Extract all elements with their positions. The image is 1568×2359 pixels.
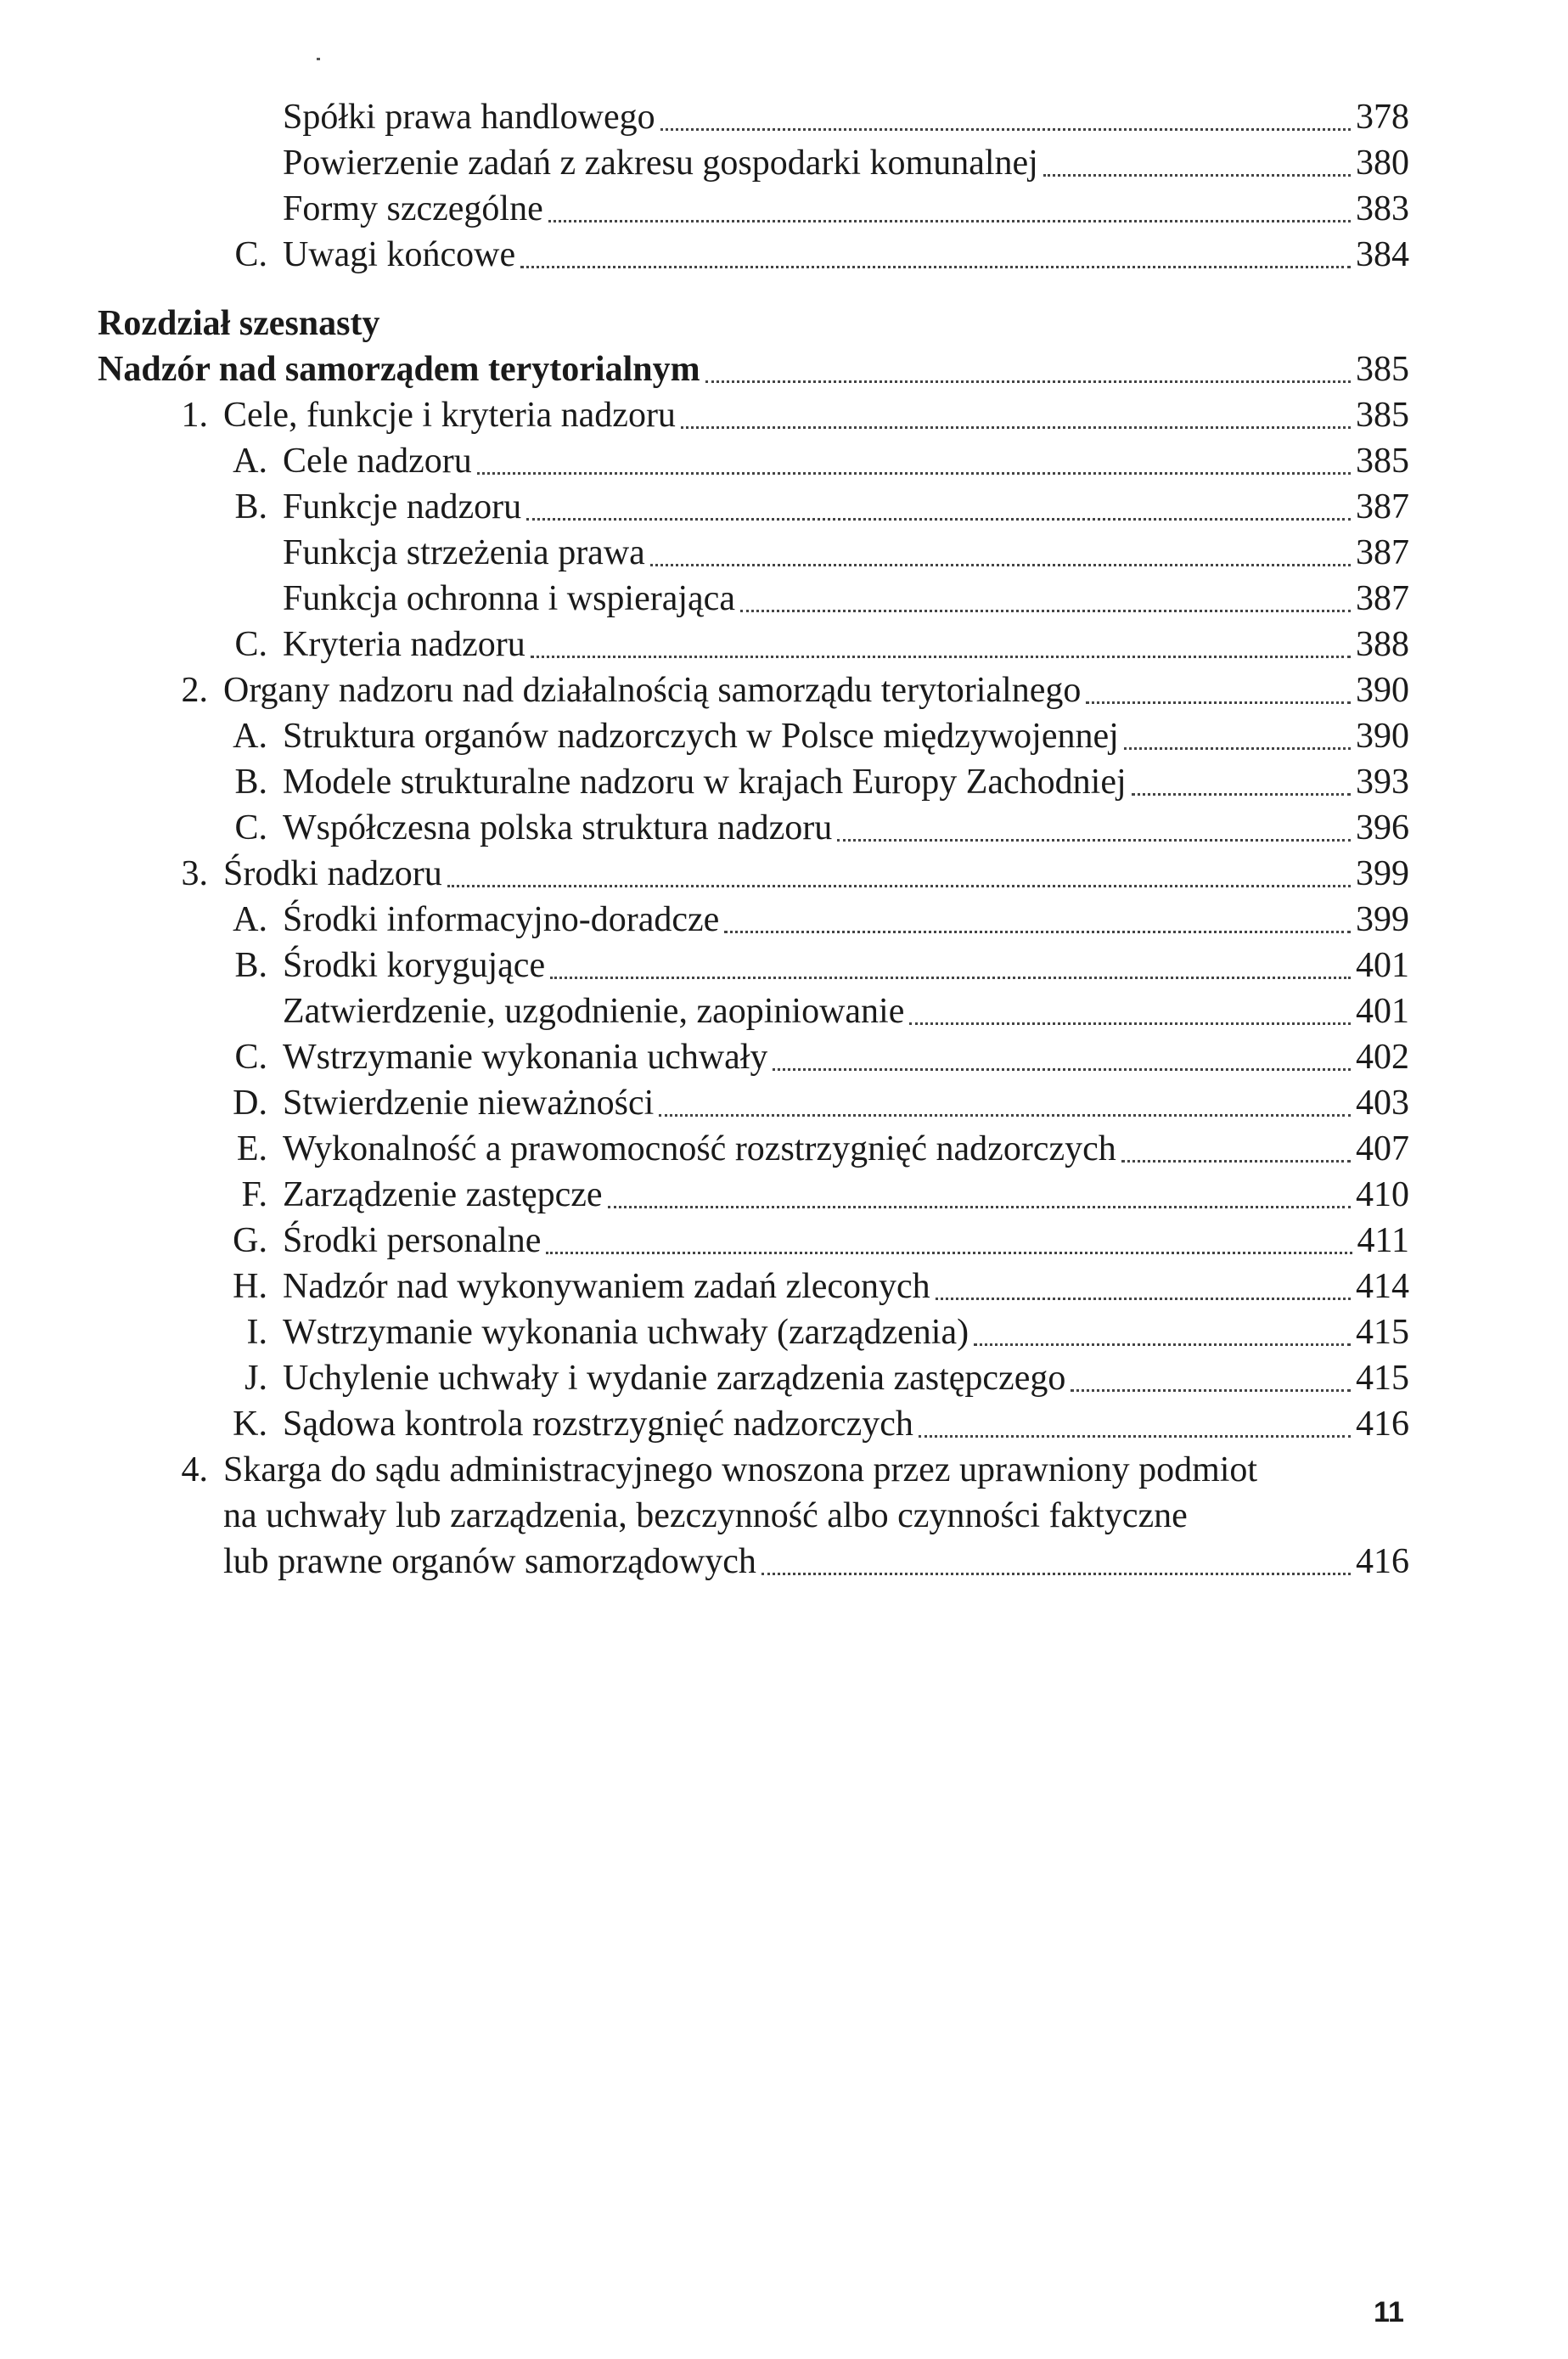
toc-entry bbox=[98, 851, 1409, 897]
entry-title: Wstrzymanie wykonania uchwały bbox=[283, 1038, 768, 1077]
scan-mark bbox=[317, 58, 320, 60]
entry-page: 407 bbox=[1356, 1129, 1409, 1168]
entry-title: Funkcja strzeżenia prawa bbox=[283, 533, 645, 572]
entry-number: G. bbox=[233, 1221, 267, 1260]
leader-dots bbox=[837, 839, 1351, 842]
toc-entry bbox=[98, 484, 1409, 530]
entry-title: Uwagi końcowe bbox=[283, 235, 516, 274]
leader-dots bbox=[477, 472, 1351, 475]
entry-page: 387 bbox=[1356, 533, 1409, 572]
entry-page: 403 bbox=[1356, 1084, 1409, 1123]
chapter-title-entry bbox=[98, 346, 1409, 392]
entry-number: A. bbox=[233, 900, 267, 939]
entry-page: 385 bbox=[1356, 442, 1409, 481]
entry-title: Stwierdzenie nieważności bbox=[283, 1084, 655, 1123]
toc-entry bbox=[98, 140, 1409, 186]
entry-title: Współczesna polska struktura nadzoru bbox=[283, 808, 833, 847]
entry-title: Funkcja ochronna i wspierająca bbox=[283, 579, 735, 618]
entry-title: Środki informacyjno-doradcze bbox=[283, 900, 720, 939]
toc-entry bbox=[98, 988, 1409, 1034]
entry-page: 393 bbox=[1356, 763, 1409, 802]
entry-title: Cele, funkcje i kryteria nadzoru bbox=[223, 396, 676, 435]
toc-entry bbox=[98, 186, 1409, 232]
toc-entry bbox=[98, 1355, 1409, 1401]
leader-dots bbox=[681, 426, 1351, 429]
entry-number: E. bbox=[236, 1129, 267, 1168]
entry-page: 384 bbox=[1356, 235, 1409, 274]
entry-title: Powierzenie zadań z zakresu gospodarki komunalnej bbox=[283, 144, 1038, 183]
toc-entry bbox=[98, 438, 1409, 484]
leader-dots bbox=[660, 128, 1351, 131]
toc-entry bbox=[98, 530, 1409, 576]
entry-title: Nadzór nad wykonywaniem zadań zleconych bbox=[283, 1267, 930, 1306]
toc-entry bbox=[98, 1218, 1409, 1264]
leader-dots bbox=[659, 1114, 1351, 1117]
entry-page: 380 bbox=[1356, 144, 1409, 183]
entry-page: 416 bbox=[1356, 1542, 1409, 1581]
toc-entry bbox=[98, 805, 1409, 851]
chapter-label: Rozdział szesnasty bbox=[98, 304, 380, 343]
entry-number: H. bbox=[233, 1267, 267, 1306]
entry-number: B. bbox=[234, 946, 267, 985]
entry-title: Funkcje nadzoru bbox=[283, 487, 522, 526]
leader-dots bbox=[1071, 1389, 1351, 1392]
entry-title-line2: na uchwały lub zarządzenia, bezczynność albo czynności faktyczne bbox=[223, 1496, 1188, 1535]
leader-dots bbox=[909, 1022, 1351, 1025]
entry-title: Modele strukturalne nadzoru w krajach Europy Zachodniej bbox=[283, 763, 1127, 802]
toc-entry bbox=[98, 392, 1409, 438]
toc-entry bbox=[98, 1034, 1409, 1080]
toc-entry bbox=[98, 1172, 1409, 1218]
entry-page: 385 bbox=[1356, 396, 1409, 435]
leader-dots bbox=[546, 1252, 1352, 1254]
entry-page: 385 bbox=[1356, 350, 1409, 389]
entry-number: 4. bbox=[181, 1450, 208, 1489]
leader-dots bbox=[550, 977, 1351, 979]
leader-dots bbox=[447, 885, 1351, 887]
leader-dots bbox=[548, 220, 1351, 222]
entry-title: Wykonalność a prawomocność rozstrzygnięć nadzorczych bbox=[283, 1129, 1116, 1168]
leader-dots bbox=[1124, 747, 1351, 750]
entry-number: 1. bbox=[181, 396, 208, 435]
entry-number: B. bbox=[234, 763, 267, 802]
entry-number: F. bbox=[241, 1175, 267, 1214]
entry-page: 410 bbox=[1356, 1175, 1409, 1214]
entry-page: 399 bbox=[1356, 854, 1409, 893]
entry-title: Kryteria nadzoru bbox=[283, 625, 525, 664]
entry-page: 415 bbox=[1356, 1313, 1409, 1352]
leader-dots bbox=[705, 380, 1351, 383]
chapter-title: Nadzór nad samorządem terytorialnym bbox=[98, 350, 700, 389]
leader-dots bbox=[1121, 1160, 1351, 1163]
entry-page: 416 bbox=[1356, 1405, 1409, 1444]
entry-number: A. bbox=[233, 442, 267, 481]
leader-dots bbox=[1043, 174, 1351, 177]
leader-dots bbox=[608, 1206, 1351, 1208]
entry-title: Struktura organów nadzorczych w Polsce międzywojennej bbox=[283, 717, 1119, 756]
entry-page: 401 bbox=[1356, 992, 1409, 1031]
entry-page: 383 bbox=[1356, 189, 1409, 228]
entry-number: 3. bbox=[181, 854, 208, 893]
entry-title: Sądowa kontrola rozstrzygnięć nadzorczych bbox=[283, 1405, 913, 1444]
leader-dots bbox=[1086, 701, 1351, 704]
leader-dots bbox=[974, 1343, 1351, 1346]
leader-dots bbox=[724, 931, 1351, 933]
leader-dots bbox=[526, 518, 1351, 521]
toc-entry bbox=[98, 1080, 1409, 1126]
entry-number: D. bbox=[233, 1084, 267, 1123]
toc-entry bbox=[98, 232, 1409, 278]
toc-entry-continuation bbox=[98, 1493, 1409, 1539]
leader-dots bbox=[1132, 793, 1351, 796]
entry-title-line3: lub prawne organów samorządowych bbox=[223, 1542, 756, 1581]
toc-entry bbox=[98, 94, 1409, 140]
entry-page: 415 bbox=[1356, 1359, 1409, 1398]
toc-entry-multiline bbox=[98, 1447, 1409, 1493]
entry-number: C. bbox=[234, 808, 267, 847]
entry-page: 399 bbox=[1356, 900, 1409, 939]
entry-page: 387 bbox=[1356, 487, 1409, 526]
entry-title: Zatwierdzenie, uzgodnienie, zaopiniowanie bbox=[283, 992, 905, 1031]
leader-dots bbox=[531, 656, 1351, 658]
entry-title: Wstrzymanie wykonania uchwały (zarządzenia) bbox=[283, 1313, 969, 1352]
entry-number: J. bbox=[244, 1359, 267, 1398]
entry-page: 401 bbox=[1356, 946, 1409, 985]
entry-page: 388 bbox=[1356, 625, 1409, 664]
toc-entry-continuation bbox=[98, 1539, 1409, 1585]
entry-title: Środki korygujące bbox=[283, 946, 546, 985]
leader-dots bbox=[520, 266, 1351, 268]
entry-number: C. bbox=[234, 235, 267, 274]
toc-entry bbox=[98, 1264, 1409, 1309]
page-number: 11 bbox=[1374, 2296, 1404, 2328]
leader-dots bbox=[762, 1573, 1351, 1575]
leader-dots bbox=[936, 1298, 1351, 1300]
entry-title: Zarządzenie zastępcze bbox=[283, 1175, 603, 1214]
entry-title: Środki personalne bbox=[283, 1221, 542, 1260]
entry-number: C. bbox=[234, 625, 267, 664]
toc-entry bbox=[98, 897, 1409, 943]
leader-dots bbox=[650, 564, 1351, 566]
entry-page: 387 bbox=[1356, 579, 1409, 618]
toc-entry bbox=[98, 576, 1409, 622]
entry-title: Organy nadzoru nad działalnością samorządu terytorialnego bbox=[223, 671, 1082, 710]
entry-number: 2. bbox=[181, 671, 208, 710]
entry-number: C. bbox=[234, 1038, 267, 1077]
entry-page: 390 bbox=[1356, 671, 1409, 710]
entry-number: I. bbox=[246, 1313, 267, 1352]
toc-entry bbox=[98, 759, 1409, 805]
toc-entry bbox=[98, 622, 1409, 667]
entry-title: Spółki prawa handlowego bbox=[283, 98, 655, 137]
entry-page: 396 bbox=[1356, 808, 1409, 847]
toc-entry bbox=[98, 667, 1409, 713]
toc-entry bbox=[98, 943, 1409, 988]
leader-dots bbox=[919, 1435, 1351, 1438]
toc-entry bbox=[98, 1126, 1409, 1172]
entry-page: 411 bbox=[1357, 1221, 1409, 1260]
toc-entry bbox=[98, 1401, 1409, 1447]
entry-title: Formy szczególne bbox=[283, 189, 543, 228]
entry-page: 402 bbox=[1356, 1038, 1409, 1077]
toc-entry bbox=[98, 1309, 1409, 1355]
entry-title: Cele nadzoru bbox=[283, 442, 472, 481]
entry-number: A. bbox=[233, 717, 267, 756]
leader-dots bbox=[740, 610, 1351, 612]
entry-number: K. bbox=[233, 1405, 267, 1444]
entry-page: 414 bbox=[1356, 1267, 1409, 1306]
entry-title-line1: Skarga do sądu administracyjnego wnoszona przez uprawniony podmiot bbox=[223, 1450, 1258, 1489]
toc-entry bbox=[98, 713, 1409, 759]
leader-dots bbox=[773, 1068, 1351, 1071]
entry-page: 390 bbox=[1356, 717, 1409, 756]
entry-title: Uchylenie uchwały i wydanie zarządzenia zastępczego bbox=[283, 1359, 1066, 1398]
entry-number: B. bbox=[234, 487, 267, 526]
entry-title: Środki nadzoru bbox=[223, 854, 442, 893]
entry-page: 378 bbox=[1356, 98, 1409, 137]
